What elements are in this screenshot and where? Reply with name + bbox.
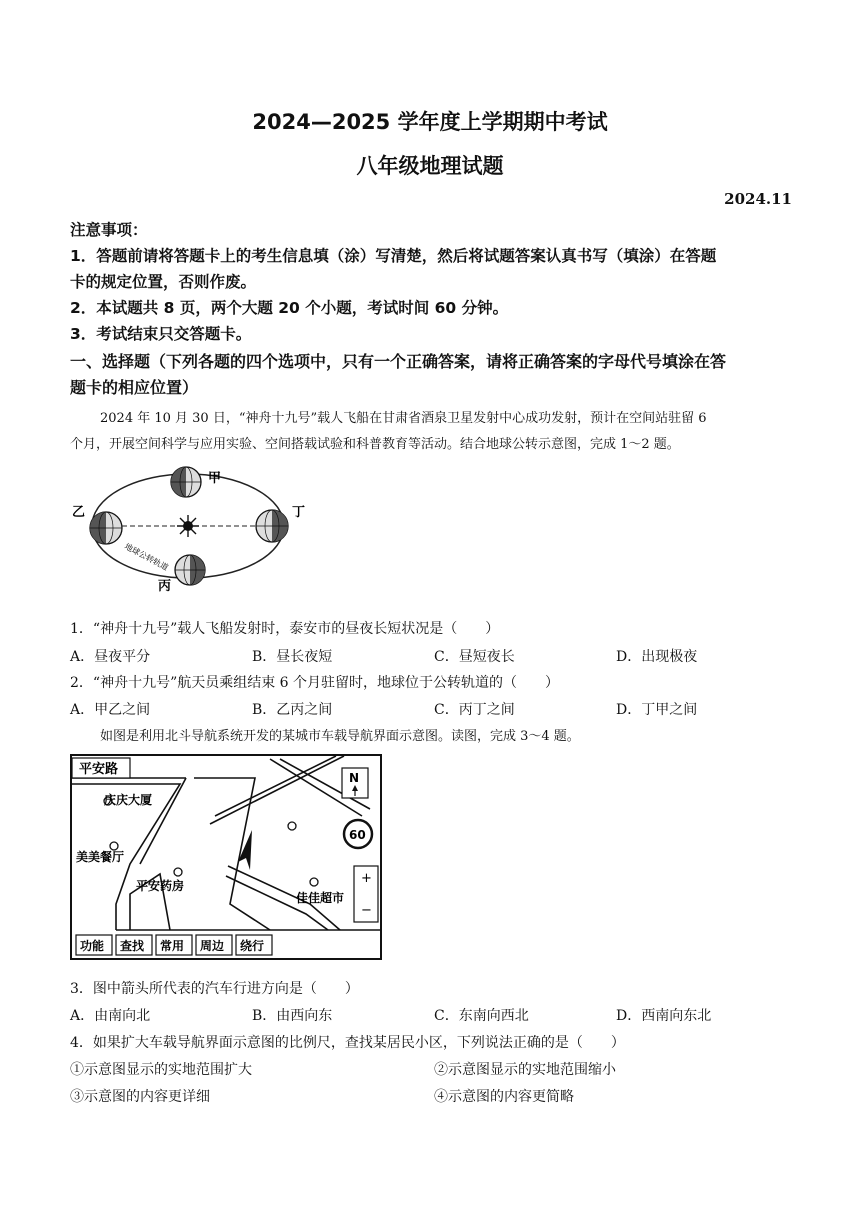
notice-item-2: 2．本试题共 8 页，两个大题 20 个小题，考试时间 60 分钟。 xyxy=(70,299,509,317)
intro-1-line1: 2024 年 10 月 30 日，“神舟十九号”载人飞船在甘肃省酒泉卫星发射中心成功发射，预计在空间站驻留 6 xyxy=(100,411,707,426)
pharmacy-label: 平安药房 xyxy=(136,879,185,893)
question-3-option-c[interactable]: C．东南向西北 xyxy=(434,1008,529,1024)
north-label: N xyxy=(349,771,360,785)
question-1-stem: 1．“神舟十九号”载人飞船发射时，泰安市的昼夜长短状况是（ ） xyxy=(70,621,500,637)
nav-button-detour[interactable]: 绕行 xyxy=(240,939,265,953)
question-4-option-2[interactable]: ②示意图显示的实地范围缩小 xyxy=(434,1062,616,1078)
question-2-stem: 2．“神舟十九号”航天员乘组结束 6 个月驻留时，地球位于公转轨道的（ ） xyxy=(70,675,560,691)
question-4-option-3[interactable]: ③示意图的内容更详细 xyxy=(70,1089,210,1105)
label-yi: 乙 xyxy=(72,505,86,520)
intro-2: 如图是利用北斗导航系统开发的某城市车载导航界面示意图。读图，完成 3～4 题。 xyxy=(100,729,580,744)
zoom-out-button[interactable]: − xyxy=(361,903,372,918)
question-1-option-d[interactable]: D．出现极夜 xyxy=(616,649,698,665)
zoom-in-button[interactable]: + xyxy=(361,871,372,886)
question-2-option-b[interactable]: B．乙丙之间 xyxy=(252,702,333,718)
earth-jia-icon xyxy=(171,467,201,497)
question-3-option-d[interactable]: D．西南向东北 xyxy=(616,1008,712,1024)
question-1-option-c[interactable]: C．昼短夜长 xyxy=(434,649,515,665)
exam-date: 2024.11 xyxy=(724,190,792,208)
question-4-option-1[interactable]: ①示意图显示的实地范围扩大 xyxy=(70,1062,252,1078)
poi-restaurant-icon xyxy=(110,842,118,850)
exam-title: 2024—2025 学年度上学期期中考试 xyxy=(252,110,608,134)
label-bing: 丙 xyxy=(158,579,172,594)
notice-item-1-line2: 卡的规定位置，否则作废。 xyxy=(70,273,257,291)
nav-button-function[interactable]: 功能 xyxy=(80,939,105,953)
question-4-option-4[interactable]: ④示意图的内容更简略 xyxy=(434,1089,574,1105)
poi-pharmacy-icon xyxy=(174,868,182,876)
nav-button-nearby[interactable]: 周边 xyxy=(200,939,225,953)
earth-bing-icon xyxy=(175,555,205,585)
notice-heading: 注意事项： xyxy=(70,221,148,239)
question-1-option-b[interactable]: B．昼长夜短 xyxy=(252,649,333,665)
exam-subtitle: 八年级地理试题 xyxy=(356,154,504,178)
question-3-stem: 3．图中箭头所代表的汽车行进方向是（ ） xyxy=(70,981,359,997)
label-orbit: 地球公转轨道 xyxy=(123,541,170,573)
building-label: 庆庆大厦 xyxy=(104,793,153,807)
navigation-map xyxy=(70,754,382,960)
nav-button-bar xyxy=(76,935,272,955)
question-3-option-b[interactable]: B．由西向东 xyxy=(252,1008,333,1024)
question-2-option-d[interactable]: D．丁甲之间 xyxy=(616,702,698,718)
earth-yi-icon xyxy=(90,512,122,544)
section-heading-line2: 题卡的相应位置） xyxy=(70,378,199,397)
label-ding: 丁 xyxy=(292,505,306,520)
sun-icon xyxy=(177,515,199,537)
question-2-option-c[interactable]: C．丙丁之间 xyxy=(434,702,515,718)
nav-button-common[interactable]: 常用 xyxy=(160,939,185,953)
supermarket-label: 佳佳超市 xyxy=(296,891,345,905)
notice-item-1-line1: 1．答题前请将答题卡上的考生信息填（涂）写清楚，然后将试题答案认真书写（填涂）在答题 xyxy=(70,247,717,265)
notice-item-3: 3．考试结束只交答题卡。 xyxy=(70,325,252,343)
question-2-option-a[interactable]: A．甲乙之间 xyxy=(70,702,151,718)
poi-supermarket-icon xyxy=(310,878,318,886)
section-heading-line1: 一、选择题（下列各题的四个选项中，只有一个正确答案，请将正确答案的字母代号填涂在答 xyxy=(70,352,727,371)
poi-unnamed-icon xyxy=(288,822,296,830)
speed-limit-label: 60 xyxy=(349,828,366,842)
label-jia: 甲 xyxy=(208,471,222,486)
orbit-diagram xyxy=(66,460,326,600)
question-4-stem: 4．如果扩大车载导航界面示意图的比例尺，查找某居民小区，下列说法正确的是（ ） xyxy=(70,1035,625,1051)
nav-button-search[interactable]: 查找 xyxy=(120,939,145,953)
earth-ding-icon xyxy=(256,510,288,542)
intro-1-line2: 个月，开展空间科学与应用实验、空间搭载试验和科普教育等活动。结合地球公转示意图，完成 1～2 题。 xyxy=(70,437,680,452)
road-name-label: 平安路 xyxy=(79,762,119,777)
question-1-option-a[interactable]: A．昼夜平分 xyxy=(70,649,151,665)
restaurant-label: 美美餐厅 xyxy=(76,850,125,864)
question-3-option-a[interactable]: A．由南向北 xyxy=(70,1008,151,1024)
